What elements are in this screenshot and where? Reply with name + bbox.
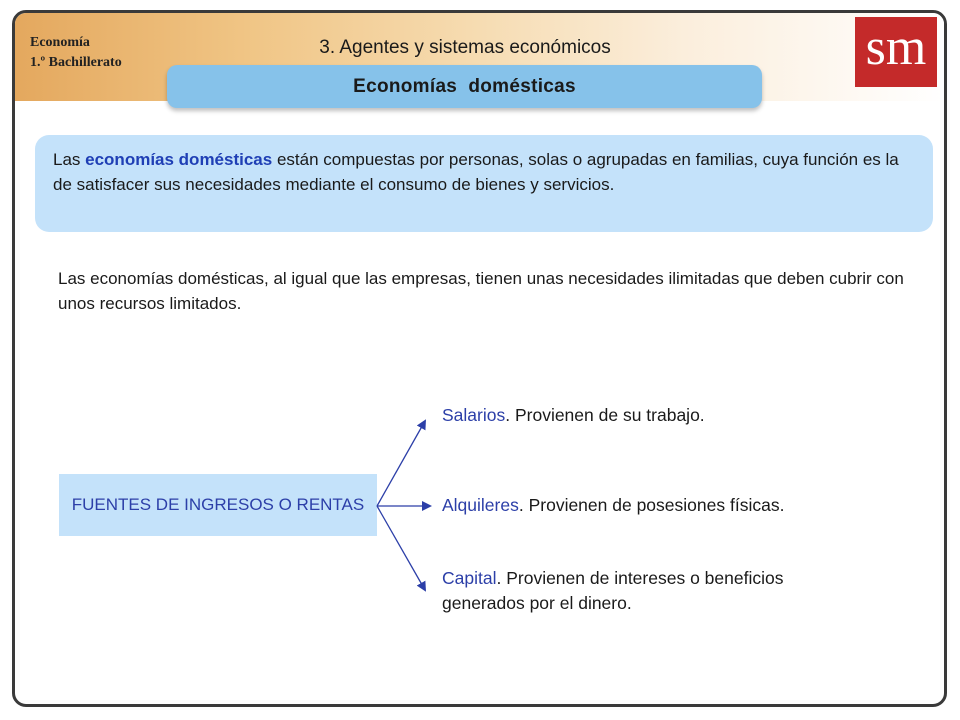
income-item-capital [442,566,862,616]
income-term: Alquileres [442,495,519,515]
income-description: . Provienen de intereses o beneficios generados por el dinero. [442,568,784,613]
income-term: Capital [442,568,497,588]
income-item-alquileres [442,493,912,518]
income-description: . Provienen de su trabajo. [505,405,705,425]
slide-frame [12,10,947,707]
definition-highlight: economías domésticas [85,150,273,169]
subject-name: Economía [30,35,90,50]
arrow-salarios [377,421,425,506]
intro-paragraph: Las economías domésticas, al igual que las empresas, tienen unas necesidades ilimitadas que deben cubrir con unos recursos limitados. [58,269,904,313]
definition-rest: están compuestas por personas, solas o agrupadas en familias, cuya función es la de satisfacer sus necesidades mediante el consumo de bienes y servicios. [53,150,899,194]
subject-course: 1.º Bachillerato [30,55,122,70]
section-title: Economías domésticas [353,75,576,97]
income-item-salarios [442,403,882,428]
definition-prefix: Las [53,150,86,169]
logo-text: sm [865,19,927,76]
income-sources-label: FUENTES DE INGRESOS O RENTAS [71,495,365,514]
income-description: . Provienen de posesiones físicas. [518,495,785,515]
unit-title: 3. Agentes y sistemas económicos [319,37,611,58]
arrow-capital [377,506,425,590]
income-term: Salarios [442,405,506,425]
